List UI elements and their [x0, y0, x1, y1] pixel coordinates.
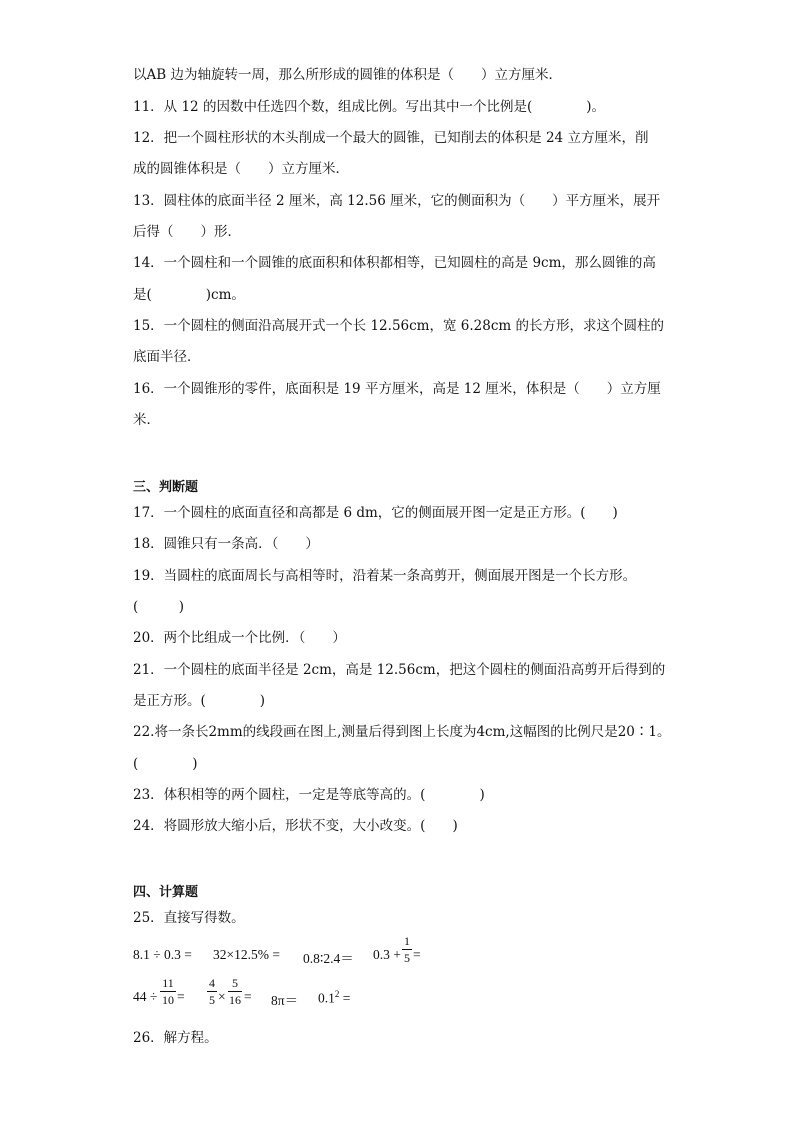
text-line: 以AB 边为轴旋转一周，那么所形成的圆锥的体积是（ ）立方厘米．	[133, 67, 562, 83]
denominator: 10	[162, 993, 174, 1007]
numerator: 4	[209, 976, 215, 990]
base: 0.1	[318, 990, 335, 1006]
question-22: 22.将一条长2mm的线段画在图上,测量后得到图上长度为4cm,这幅图的比例尺是20∶1。	[133, 724, 671, 740]
question-19: 19．当圆柱的底面周长与高相等时，沿着某一条高剪开，侧面展开图是一个长方形。	[133, 568, 637, 584]
fraction-bar	[160, 991, 176, 992]
section-heading-judge: 三、判断题	[133, 480, 199, 495]
expression-8	[318, 989, 350, 1007]
expression-1: 8.1 ÷ 0.3 =	[133, 947, 192, 962]
equals-sign: =	[244, 989, 252, 1004]
question-12: 12．把一个圆柱形状的木头削成一个最大的圆锥，已知削去的体积是 24 立方厘米，削	[133, 130, 649, 146]
exponent: 2	[334, 989, 340, 999]
section-heading-calc: 四、计算题	[133, 885, 199, 900]
denominator: 16	[229, 993, 241, 1007]
question-21: 21．一个圆柱的底面半径是 2cm，高是 12.56cm，把这个圆柱的侧面沿高剪开后得到的	[133, 662, 666, 678]
answer-bracket: ( )	[133, 599, 185, 615]
times-sign: ×	[218, 989, 226, 1004]
numerator: 5	[232, 976, 238, 990]
question-17: 17．一个圆柱的底面直径和高都是 6 dm，它的侧面展开图一定是正方形。( )	[133, 505, 618, 521]
question-15: 15．一个圆柱的侧面沿高展开式一个长 12.56cm，宽 6.28cm 的长方形，求这个圆柱的	[133, 318, 664, 334]
expression-7: 8π＝	[271, 993, 299, 1008]
denominator: 5	[404, 951, 410, 965]
expression-4-prefix: 0.3 +	[373, 947, 401, 962]
text-line: 是( )cm。	[133, 287, 245, 303]
fraction-5-16	[228, 976, 242, 1007]
text-line: 后得（ ）形．	[133, 224, 241, 240]
fraction-4-5	[207, 976, 217, 1007]
question-16: 16．一个圆锥形的零件，底面积是 19 平方厘米，高是 12 厘米，体积是（ ）立方厘	[133, 381, 661, 397]
numerator: 11	[162, 976, 174, 990]
equals-sign: =	[413, 947, 421, 962]
question-23: 23．体积相等的两个圆柱，一定是等底等高的。( )	[133, 787, 485, 803]
question-18: 18．圆锥只有一条高．（ ）	[133, 536, 319, 552]
text-line: 是正方形。( )	[133, 693, 266, 709]
text-line: 底面半径．	[133, 349, 201, 365]
text-line: 米．	[133, 412, 160, 428]
question-13: 13．圆柱体的底面半径 2 厘米，高 12.56 厘米，它的侧面积为（ ）平方厘米，展开	[133, 193, 661, 209]
question-24: 24．将圆形放大缩小后，形状不变，大小改变。( )	[133, 818, 458, 834]
fraction-11-10	[160, 976, 176, 1007]
question-25: 25．直接写得数。	[133, 910, 245, 926]
expression-3: 0.8∶2.4＝	[303, 951, 354, 966]
question-11: 11．从 12 的因数中任选四个数，组成比例。写出其中一个比例是( )。	[133, 99, 605, 115]
numerator: 1	[404, 934, 410, 948]
text-line: 成的圆锥体积是（ ）立方厘米．	[133, 161, 349, 177]
answer-bracket: ( )	[133, 756, 198, 772]
expression-2: 32×12.5% =	[213, 947, 280, 962]
question-14: 14．一个圆柱和一个圆锥的底面积和体积都相等，已知圆柱的高是 9cm，那么圆锥的高	[133, 255, 656, 271]
fraction-bar	[402, 949, 412, 950]
denominator: 5	[209, 993, 215, 1007]
fraction-bar	[207, 991, 217, 992]
equals-sign: =	[342, 990, 351, 1006]
fraction-1-5	[402, 934, 412, 965]
equals-sign: =	[177, 989, 185, 1004]
expression-5-prefix: 44 ÷	[133, 989, 158, 1004]
question-20: 20．两个比组成一个比例．（ ）	[133, 630, 346, 646]
fraction-bar	[228, 991, 242, 992]
question-26: 26．解方程。	[133, 1030, 218, 1046]
